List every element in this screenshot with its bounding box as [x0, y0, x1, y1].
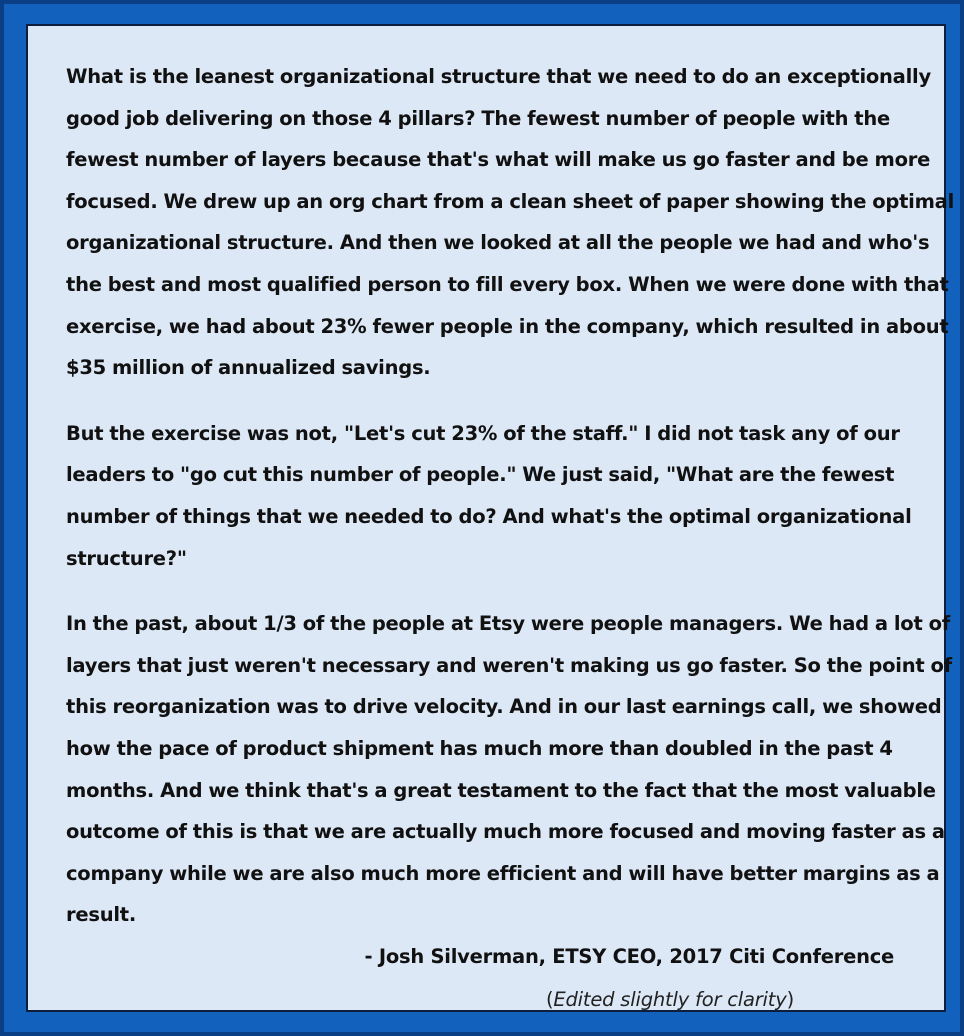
edit-note-open-paren: (: [545, 988, 554, 1011]
quote-line: how the pace of product shipment has much more than doubled in the past 4: [66, 736, 893, 760]
quote-line: outcome of this is that we are actually much more focused and moving faster as a: [66, 820, 945, 844]
quote-paragraph-3: [66, 603, 956, 936]
quote-line: fewest number of layers because that's what will make us go faster and be more: [66, 148, 931, 172]
quote-line: number of things that we needed to do? And what's the optimal organizational: [66, 504, 912, 528]
edit-note-close-paren: ): [786, 988, 794, 1011]
quote-line: months. And we think that's a great testament to the fact that the most valuable: [66, 778, 936, 802]
quote-card: [26, 24, 955, 1012]
paragraph-gap: [66, 389, 956, 413]
quote-line: But the exercise was not, "Let's cut 23% of the staff." I did not task any of our: [66, 421, 900, 445]
quote-paragraph-2: [66, 413, 956, 579]
quote-line: result.: [66, 903, 136, 927]
quote-line: structure?": [66, 546, 187, 570]
quote-line: the best and most qualified person to fill every box. When we were done with that: [66, 272, 949, 296]
quote-line: $35 million of annualized savings.: [66, 356, 431, 380]
quote-body: [66, 56, 956, 936]
quote-line: exercise, we had about 23% fewer people in the company, which resulted in about: [66, 314, 949, 338]
quote-line: leaders to "go cut this number of people." We just said, "What are the fewest: [66, 463, 895, 487]
quote-line: layers that just weren't necessary and weren't making us go faster. So the point of: [66, 653, 952, 677]
quote-paragraph-1: [66, 56, 956, 389]
quote-attribution: - Josh Silverman, ETSY CEO, 2017 Citi Conference: [364, 945, 894, 968]
quote-line: company while we are also much more efficient and will have better margins as a: [66, 861, 940, 885]
quote-line: In the past, about 1/3 of the people at Etsy were people managers. We had a lot of: [66, 612, 950, 636]
edit-note: [546, 979, 794, 1021]
quote-line: organizational structure. And then we looked at all the people we had and who's: [66, 231, 930, 255]
paragraph-gap: [66, 579, 956, 603]
edit-note-text: Edited slightly for clarity: [553, 988, 787, 1011]
quote-line: this reorganization was to drive velocity. And in our last earnings call, we showed: [66, 695, 942, 719]
quote-line: focused. We drew up an org chart from a clean sheet of paper showing the optimal: [66, 189, 955, 213]
quote-line: What is the leanest organizational structure that we need to do an exceptionally: [66, 65, 931, 88]
quote-line: good job delivering on those 4 pillars? The fewest number of people with the: [66, 106, 890, 130]
